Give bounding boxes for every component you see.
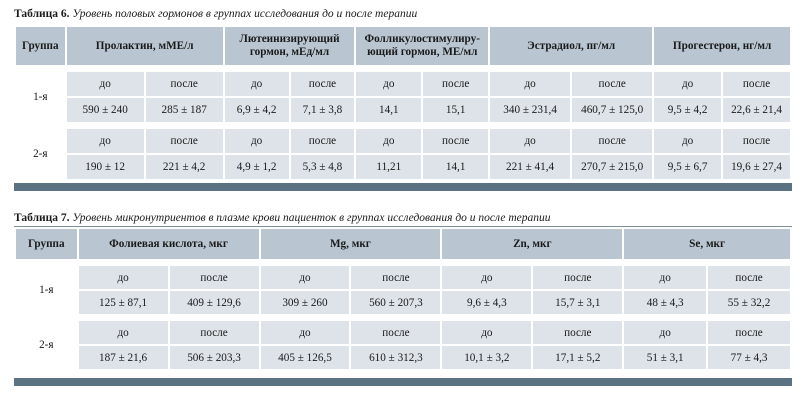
table6-header-group: Группа [16, 27, 65, 65]
table6-r2-value-10: 19,6 ± 27,4 [723, 155, 790, 179]
table6-r1-label-7: до [490, 72, 570, 96]
table6-r1-value-7: 340 ± 231,4 [490, 98, 570, 122]
table7-r2-value-2: 506 ± 203,3 [170, 346, 259, 369]
table6-r1-label-6: после [423, 72, 488, 96]
table6-r2-label-6: после [423, 129, 488, 153]
table7-header-row [16, 229, 790, 259]
table6-r1-value-4: 7,1 ± 3,8 [291, 98, 355, 122]
table7-r2-value-5: 10,1 ± 3,2 [442, 346, 531, 369]
table7-r1-label-3: до [261, 266, 350, 289]
table-row [16, 129, 790, 153]
table-row [16, 98, 790, 122]
table-row [16, 155, 790, 179]
table7-header-folic: Фолиевая кислота, мкг [79, 229, 259, 259]
table6-r2-label-7: до [490, 129, 570, 153]
table7-footer-bar [14, 378, 792, 386]
table7-r1-value-8: 55 ± 32,2 [708, 291, 790, 314]
table6-caption-text: Уровень половых гормонов в группах исследования до и после терапии [72, 8, 418, 20]
table6-r2-label-8: после [572, 129, 652, 153]
table6-header-fsh: Фолликулостимулиру-ющий гормон, МЕ/мл [356, 27, 488, 65]
table7-r1-label-2: после [170, 266, 259, 289]
table6-group-1: 1-я [16, 72, 65, 122]
table7-header-se: Se, мкг [624, 229, 790, 259]
table7-r2-label-1: до [79, 321, 168, 344]
table6-r2-value-2: 221 ± 4,2 [146, 155, 223, 179]
table6 [14, 25, 792, 181]
table6-r1-value-6: 15,1 [423, 98, 488, 122]
table7-r2-value-3: 405 ± 126,5 [261, 346, 350, 369]
table7 [14, 227, 792, 371]
table6-r2-value-5: 11,21 [356, 155, 421, 179]
table7-r2-value-8: 77 ± 4,3 [708, 346, 790, 369]
table-row [16, 321, 790, 344]
table6-r1-label-5: до [356, 72, 421, 96]
table7-r2-label-8: после [708, 321, 790, 344]
table7-r1-value-1: 125 ± 87,1 [79, 291, 168, 314]
table6-header-estradiol: Эстрадиол, пг/мл [490, 27, 652, 65]
table7-r2-value-6: 17,1 ± 5,2 [533, 346, 622, 369]
table6-r2-value-1: 190 ± 12 [67, 155, 144, 179]
table7-header-mg: Mg, мкг [261, 229, 441, 259]
table6-r1-label-1: до [67, 72, 144, 96]
table7-r2-value-1: 187 ± 21,6 [79, 346, 168, 369]
table6-r1-label-2: после [146, 72, 223, 96]
table6-caption-number: Таблица 6. [14, 8, 70, 20]
table6-r2-label-9: до [654, 129, 721, 153]
table7-header-group: Группа [16, 229, 77, 259]
table6-r2-value-7: 221 ± 41,4 [490, 155, 570, 179]
table7-r2-label-7: до [624, 321, 706, 344]
table6-r2-value-9: 9,5 ± 6,7 [654, 155, 721, 179]
table-row [16, 346, 790, 369]
table6-r2-label-2: после [146, 129, 223, 153]
table6-r2-label-1: до [67, 129, 144, 153]
table6-r1-value-10: 22,6 ± 21,4 [723, 98, 790, 122]
table6-caption [14, 8, 417, 20]
table7-group-1: 1-я [16, 266, 77, 314]
table6-r2-label-5: до [356, 129, 421, 153]
table7-r2-label-4: после [351, 321, 440, 344]
table7-caption-number: Таблица 7. [14, 212, 70, 224]
table-row [16, 291, 790, 314]
table6-r2-label-10: после [723, 129, 790, 153]
table6-r1-value-5: 14,1 [356, 98, 421, 122]
table7-r1-value-4: 560 ± 207,3 [351, 291, 440, 314]
table6-footer-bar [14, 183, 792, 191]
table7-header-zn: Zn, мкг [442, 229, 622, 259]
table7-group-2: 2-я [16, 321, 77, 369]
table-row [16, 266, 790, 289]
table6-r2-value-6: 14,1 [423, 155, 488, 179]
table6-r1-label-4: после [291, 72, 355, 96]
table7-r2-label-5: до [442, 321, 531, 344]
table6-r1-label-9: до [654, 72, 721, 96]
table6-r1-label-10: после [723, 72, 790, 96]
table6-r1-label-3: до [225, 72, 289, 96]
table6-header-prolactin: Пролактин, мМЕ/л [67, 27, 223, 65]
table6-r2-value-4: 5,3 ± 4,8 [291, 155, 355, 179]
table7-r1-label-7: до [624, 266, 706, 289]
table6-r1-value-8: 460,7 ± 125,0 [572, 98, 652, 122]
table7-caption-text: Уровень микронутриентов в плазме крови пациенток в группах исследования до и после терапии [72, 212, 551, 224]
table6-header-lh: Лютеинизирующий гормон, мЕд/мл [225, 27, 355, 65]
table7-r1-label-5: до [442, 266, 531, 289]
table6-r2-value-8: 270,7 ± 215,0 [572, 155, 652, 179]
table7-r1-label-4: после [351, 266, 440, 289]
table7-r1-label-8: после [708, 266, 790, 289]
table6-header-row [16, 27, 790, 65]
table7-r2-value-7: 51 ± 3,1 [624, 346, 706, 369]
table6-r2-label-3: до [225, 129, 289, 153]
table7-r2-label-6: после [533, 321, 622, 344]
table6-r2-value-3: 4,9 ± 1,2 [225, 155, 289, 179]
table7-r1-value-6: 15,7 ± 3,1 [533, 291, 622, 314]
table6-r1-value-3: 6,9 ± 4,2 [225, 98, 289, 122]
table6-r1-value-9: 9,5 ± 4,2 [654, 98, 721, 122]
table7-caption [14, 212, 550, 224]
table7-r1-value-7: 48 ± 4,3 [624, 291, 706, 314]
table6-group-2: 2-я [16, 129, 65, 179]
table6-r1-label-8: после [572, 72, 652, 96]
table7-r2-label-3: до [261, 321, 350, 344]
table7-r1-label-6: после [533, 266, 622, 289]
table7-r1-value-5: 9,6 ± 4,3 [442, 291, 531, 314]
table7-r2-value-4: 610 ± 312,3 [351, 346, 440, 369]
table6-header-progesterone: Прогестерон, нг/мл [654, 27, 790, 65]
table7-r2-label-2: после [170, 321, 259, 344]
table7-r1-value-2: 409 ± 129,6 [170, 291, 259, 314]
table7-r1-value-3: 309 ± 260 [261, 291, 350, 314]
table7-r1-label-1: до [79, 266, 168, 289]
table6-r1-value-2: 285 ± 187 [146, 98, 223, 122]
table6-r1-value-1: 590 ± 240 [67, 98, 144, 122]
table6-r2-label-4: после [291, 129, 355, 153]
table-row [16, 72, 790, 96]
